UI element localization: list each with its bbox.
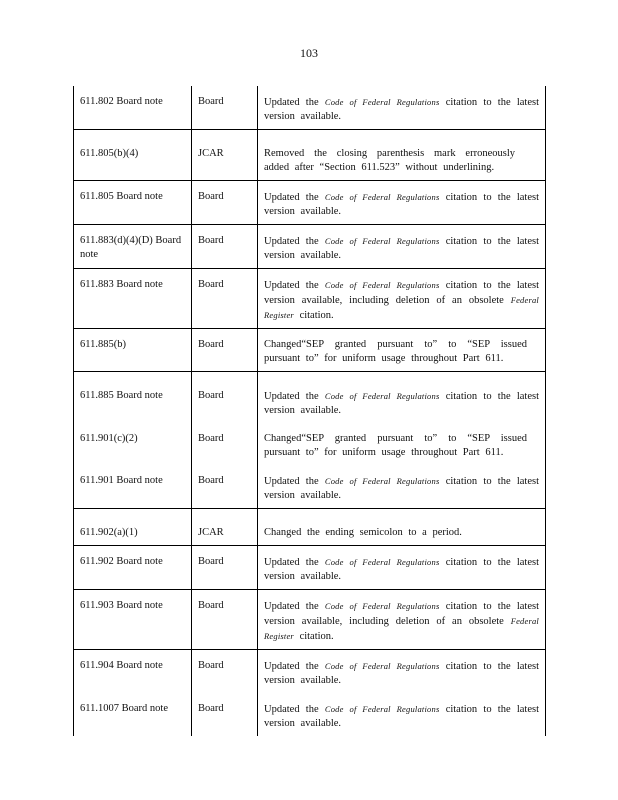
table-row xyxy=(74,423,546,465)
description-cell: Updated the Code of Federal Regulations citation to the latest version available. xyxy=(258,86,546,130)
section-cell: 611.902(a)(1) xyxy=(74,509,192,546)
description-cell: Updated the Code of Federal Regulations citation to the latest version available. xyxy=(258,225,546,269)
section-cell: 611.805 Board note xyxy=(74,181,192,225)
description-cell: Updated the Code of Federal Regulations citation to the latest version available. xyxy=(258,181,546,225)
section-cell: 611.883(d)(4)(D) Board note xyxy=(74,225,192,269)
section-cell: 611.883 Board note xyxy=(74,269,192,329)
description-cell: Updated the Code of Federal Regulations citation to the latest version available, including deletion of an obsolete Federal Register citation. xyxy=(258,590,546,650)
source-cell: Board xyxy=(192,86,258,130)
table-row xyxy=(74,509,546,546)
source-cell: Board xyxy=(192,693,258,736)
changes-table xyxy=(73,86,546,736)
section-cell: 611.901 Board note xyxy=(74,465,192,509)
table-row xyxy=(74,465,546,509)
table-row xyxy=(74,225,546,269)
description-cell: Updated the Code of Federal Regulations citation to the latest version available. xyxy=(258,650,546,694)
section-cell: 611.1007 Board note xyxy=(74,693,192,736)
description-cell: Changed“SEP granted pursuant to” to “SEP issued pursuant to” for uniform usage throughout Part 611. xyxy=(258,329,546,372)
source-cell: Board xyxy=(192,590,258,650)
section-cell: 611.802 Board note xyxy=(74,86,192,130)
table-row xyxy=(74,372,546,424)
source-cell: JCAR xyxy=(192,130,258,181)
source-cell: Board xyxy=(192,181,258,225)
source-cell: Board xyxy=(192,225,258,269)
description-cell: Updated the Code of Federal Regulations citation to the latest version available. xyxy=(258,372,546,424)
source-cell: Board xyxy=(192,329,258,372)
source-cell: Board xyxy=(192,546,258,590)
section-cell: 611.901(c)(2) xyxy=(74,423,192,465)
description-cell: Changed the ending semicolon to a period. xyxy=(258,509,546,546)
description-cell: Changed“SEP granted pursuant to” to “SEP issued pursuant to” for uniform usage throughout Part 611. xyxy=(258,423,546,465)
description-cell: Updated the Code of Federal Regulations citation to the latest version available, including deletion of an obsolete Federal Register citation. xyxy=(258,269,546,329)
table-row xyxy=(74,130,546,181)
section-cell: 611.902 Board note xyxy=(74,546,192,590)
table-row xyxy=(74,590,546,650)
section-cell: 611.903 Board note xyxy=(74,590,192,650)
table-row xyxy=(74,181,546,225)
section-cell: 611.805(b)(4) xyxy=(74,130,192,181)
table-row xyxy=(74,650,546,694)
source-cell: Board xyxy=(192,372,258,424)
source-cell: JCAR xyxy=(192,509,258,546)
source-cell: Board xyxy=(192,423,258,465)
table-row xyxy=(74,693,546,736)
page-number: 103 xyxy=(300,46,318,60)
description-cell: Updated the Code of Federal Regulations citation to the latest version available. xyxy=(258,546,546,590)
section-cell: 611.904 Board note xyxy=(74,650,192,694)
source-cell: Board xyxy=(192,269,258,329)
table-row xyxy=(74,546,546,590)
description-cell: Removed the closing parenthesis mark erroneously added after “Section 611.523” without underlining. xyxy=(258,130,546,181)
description-cell: Updated the Code of Federal Regulations citation to the latest version available. xyxy=(258,693,546,736)
description-cell: Updated the Code of Federal Regulations citation to the latest version available. xyxy=(258,465,546,509)
table-row xyxy=(74,86,546,130)
source-cell: Board xyxy=(192,650,258,694)
section-cell: 611.885 Board note xyxy=(74,372,192,424)
source-cell: Board xyxy=(192,465,258,509)
table-row xyxy=(74,329,546,372)
section-cell: 611.885(b) xyxy=(74,329,192,372)
table-row xyxy=(74,269,546,329)
